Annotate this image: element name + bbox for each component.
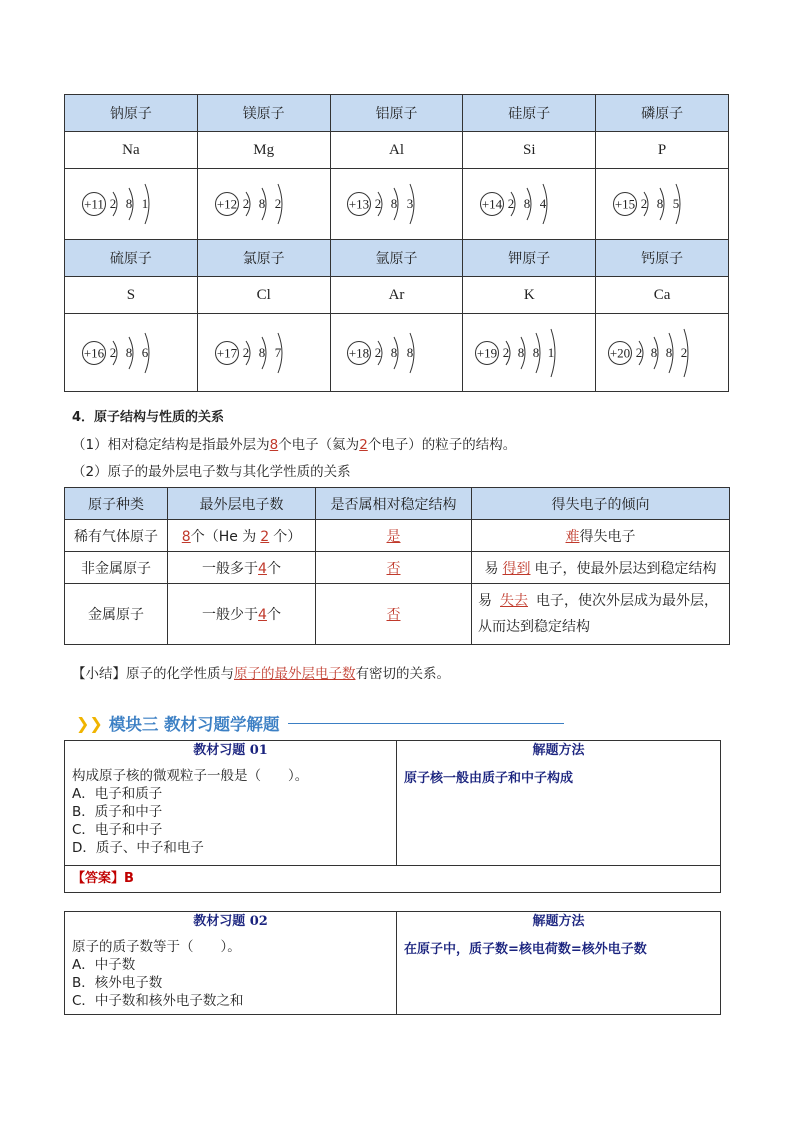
atom-structure-diagram — [479, 174, 579, 234]
shell-electron-count: 2 — [242, 196, 249, 211]
atom-diagram-cell — [463, 314, 596, 392]
shell-electron-count: 8 — [533, 344, 540, 360]
atom-name: 硅原子 — [463, 95, 596, 132]
atom-structure-diagram — [81, 174, 181, 234]
atom-diagram-cell — [330, 169, 463, 240]
atom-symbol: P — [596, 132, 729, 169]
answer-row — [65, 866, 721, 893]
shell-electron-count: 2 — [503, 344, 510, 360]
text: 个 — [266, 560, 281, 577]
atom-symbol: Na — [65, 132, 198, 169]
text: 个 — [266, 607, 281, 623]
exercise-02 — [64, 911, 721, 1015]
stable-structure-definition — [72, 433, 516, 453]
method-title: 解题方法 — [397, 741, 721, 762]
is-stable — [316, 552, 472, 584]
atom-name: 硫原子 — [65, 240, 198, 277]
atom-symbol: K — [463, 277, 596, 314]
outer-electrons — [168, 584, 316, 645]
exercise-title: 教材习题 02 — [65, 912, 397, 933]
atom-diagram-cell — [596, 314, 729, 392]
answer-blank: 失去 — [500, 593, 528, 609]
atom-diagram-row-1 — [65, 169, 729, 240]
nucleus-charge: +16 — [83, 345, 105, 360]
shell-electron-count: 8 — [524, 196, 531, 211]
relation-intro: （2）原子的最外层电子数与其化学性质的关系 — [72, 464, 351, 480]
shell-electron-count: 5 — [672, 196, 680, 211]
answer-blank: 8 — [181, 528, 191, 545]
electron-tendency — [472, 584, 730, 645]
nucleus-charge: +17 — [216, 345, 237, 360]
exercise-header-row — [65, 741, 721, 762]
answer-blank: 2 — [359, 437, 368, 453]
option: C．电子和中子 — [72, 822, 163, 838]
exercise-01 — [64, 740, 721, 893]
atom-diagram-cell — [197, 169, 330, 240]
table-header-row — [65, 488, 730, 520]
shell-electron-count: 2 — [508, 196, 515, 211]
answer-blank: 是 — [386, 528, 401, 545]
question-stem: 构成原子核的微观粒子一般是（ ）。 — [72, 768, 309, 784]
shell-electron-count: 4 — [540, 196, 547, 211]
divider — [288, 723, 564, 724]
electron-tendency — [472, 520, 730, 552]
atom-symbol-row-2 — [65, 277, 729, 314]
electron-tendency — [472, 552, 730, 584]
shell-electron-count: 2 — [109, 344, 117, 360]
text: 电子，使次外层成为最外层， — [536, 593, 718, 609]
atom-name-row-1 — [65, 95, 729, 132]
shell-electron-count: 2 — [635, 344, 643, 360]
shell-electron-count: 6 — [141, 344, 149, 360]
shell-electron-count: 8 — [407, 344, 414, 360]
column-header: 得失电子的倾向 — [472, 488, 730, 520]
atom-diagram-cell — [463, 169, 596, 240]
option: B．质子和中子 — [72, 804, 163, 820]
option: B．核外电子数 — [72, 975, 163, 991]
atom-symbol-row-1 — [65, 132, 729, 169]
shell-electron-count: 8 — [665, 344, 673, 360]
atom-diagram-cell — [596, 169, 729, 240]
atom-symbol: Si — [463, 132, 596, 169]
answer-blank: 4 — [258, 607, 267, 623]
atom-structure-diagram — [346, 174, 446, 234]
outer-electrons — [168, 520, 316, 552]
exercise-body-row — [65, 761, 721, 866]
nucleus-charge: +13 — [349, 196, 370, 212]
atom-kind: 金属原子 — [65, 584, 168, 645]
double-chevron-icon: ❯❯ — [76, 713, 103, 733]
atom-symbol: Cl — [197, 277, 330, 314]
shell-electron-count: 2 — [640, 196, 648, 211]
atom-name-row-2 — [65, 240, 729, 277]
atom-diagram-cell — [65, 169, 198, 240]
text: 从而达到稳定结构 — [478, 619, 590, 635]
shell-electron-count: 8 — [650, 344, 658, 360]
nucleus-charge: +14 — [482, 196, 503, 212]
exercise-body-row — [65, 932, 721, 1015]
text: 易 — [484, 560, 499, 577]
table-row — [65, 520, 730, 552]
atom-name: 磷原子 — [596, 95, 729, 132]
atom-kind: 非金属原子 — [65, 552, 168, 584]
atom-symbol: Mg — [197, 132, 330, 169]
atom-structure-table — [64, 94, 729, 392]
table-row — [65, 552, 730, 584]
text: 一般多于 — [202, 560, 259, 577]
atom-structure-diagram — [346, 323, 446, 383]
exercise-question — [65, 932, 397, 1015]
answer-blank: 得到 — [502, 560, 531, 577]
text: （1）相对稳定结构是指最外层为 — [72, 437, 270, 453]
nucleus-charge: +18 — [349, 345, 370, 360]
text: 一般少于 — [202, 607, 259, 623]
shell-electron-count: 3 — [407, 196, 414, 211]
shell-electron-count: 2 — [375, 196, 382, 211]
option: D．质子、中子和电子 — [72, 840, 204, 856]
nucleus-charge: +20 — [609, 345, 631, 360]
exercise-question — [65, 761, 397, 866]
module-title: 模块三 教材习题学解题 — [108, 715, 280, 734]
atom-structure-diagram — [214, 323, 314, 383]
is-stable — [316, 520, 472, 552]
outer-electrons — [168, 552, 316, 584]
shell-electron-count: 8 — [518, 344, 525, 360]
answer-blank: 4 — [258, 560, 267, 577]
atom-structure-diagram — [612, 174, 712, 234]
atom-name: 钙原子 — [596, 240, 729, 277]
text: 个电子（氦为 — [278, 437, 360, 453]
atom-name: 镁原子 — [197, 95, 330, 132]
atom-name: 钠原子 — [65, 95, 198, 132]
nucleus-charge: +11 — [83, 196, 104, 212]
option: C．中子数和核外电子数之和 — [72, 993, 244, 1009]
shell-electron-count: 8 — [125, 344, 133, 360]
atom-diagram-row-2 — [65, 314, 729, 392]
shell-electron-count: 8 — [391, 196, 398, 211]
atom-diagram-cell — [65, 314, 198, 392]
atom-symbol: S — [65, 277, 198, 314]
shell-electron-count: 1 — [548, 344, 555, 360]
answer-blank: 2 — [260, 528, 270, 545]
atom-symbol: Ar — [330, 277, 463, 314]
answer-blank: 难 — [565, 528, 580, 545]
section-title: 4．原子结构与性质的关系 — [72, 410, 225, 425]
text: 有密切的关系。 — [355, 666, 450, 682]
shell-electron-count: 7 — [274, 344, 281, 360]
is-stable — [316, 584, 472, 645]
text: 电子，使最外层达到稳定结构 — [534, 560, 717, 577]
exercise-answer: 【答案】B — [65, 866, 721, 893]
shell-electron-count: 2 — [274, 196, 281, 211]
shell-electron-count: 8 — [258, 196, 265, 211]
shell-electron-count: 2 — [242, 344, 249, 360]
atom-name: 氯原子 — [197, 240, 330, 277]
answer-blank: 否 — [386, 607, 401, 623]
answer-blank: 否 — [386, 560, 401, 577]
atom-symbol: Al — [330, 132, 463, 169]
column-header: 最外层电子数 — [168, 488, 316, 520]
column-header: 原子种类 — [65, 488, 168, 520]
exercise-method: 在原子中，质子数=核电荷数=核外电子数 — [397, 932, 721, 1015]
nucleus-charge: +12 — [216, 196, 237, 212]
atom-property-table — [64, 487, 730, 645]
atom-kind: 稀有气体原子 — [65, 520, 168, 552]
shell-electron-count: 8 — [258, 344, 265, 360]
exercise-title: 教材习题 01 — [65, 741, 397, 762]
atom-symbol: Ca — [596, 277, 729, 314]
atom-structure-diagram — [214, 174, 314, 234]
shell-electron-count: 8 — [391, 344, 398, 360]
atom-structure-diagram — [474, 323, 584, 383]
atom-diagram-cell — [330, 314, 463, 392]
shell-electron-count: 8 — [125, 196, 133, 211]
atom-structure-diagram — [81, 323, 181, 383]
text: 个） — [273, 528, 302, 545]
option: A．电子和质子 — [72, 786, 163, 802]
answer-blank: 8 — [269, 437, 279, 453]
method-title: 解题方法 — [397, 912, 721, 933]
shell-electron-count: 1 — [141, 196, 149, 211]
atom-name: 铝原子 — [330, 95, 463, 132]
exercise-method: 原子核一般由质子和中子构成 — [397, 761, 721, 866]
atom-name: 氩原子 — [330, 240, 463, 277]
nucleus-charge: +15 — [614, 196, 636, 212]
atom-structure-diagram — [607, 323, 717, 383]
text: 【小结】原子的化学性质与 — [72, 666, 234, 682]
exercise-header-row — [65, 912, 721, 933]
text: 个电子）的粒子的结构。 — [367, 437, 517, 453]
text: 个（He 为 — [190, 528, 257, 545]
column-header: 是否属相对稳定结构 — [316, 488, 472, 520]
atom-diagram-cell — [197, 314, 330, 392]
nucleus-charge: +19 — [477, 345, 498, 360]
summary — [72, 662, 450, 682]
module-heading — [76, 710, 564, 736]
shell-electron-count: 2 — [109, 196, 117, 211]
atom-name: 钾原子 — [463, 240, 596, 277]
answer-blank: 原子的最外层电子数 — [234, 666, 356, 682]
text: 易 — [478, 593, 492, 609]
shell-electron-count: 8 — [656, 196, 664, 211]
option: A．中子数 — [72, 957, 136, 973]
question-stem: 原子的质子数等于（ ）。 — [72, 939, 241, 955]
table-row — [65, 584, 730, 645]
text: 得失电子 — [579, 528, 636, 545]
shell-electron-count: 2 — [375, 344, 382, 360]
shell-electron-count: 2 — [680, 344, 688, 360]
